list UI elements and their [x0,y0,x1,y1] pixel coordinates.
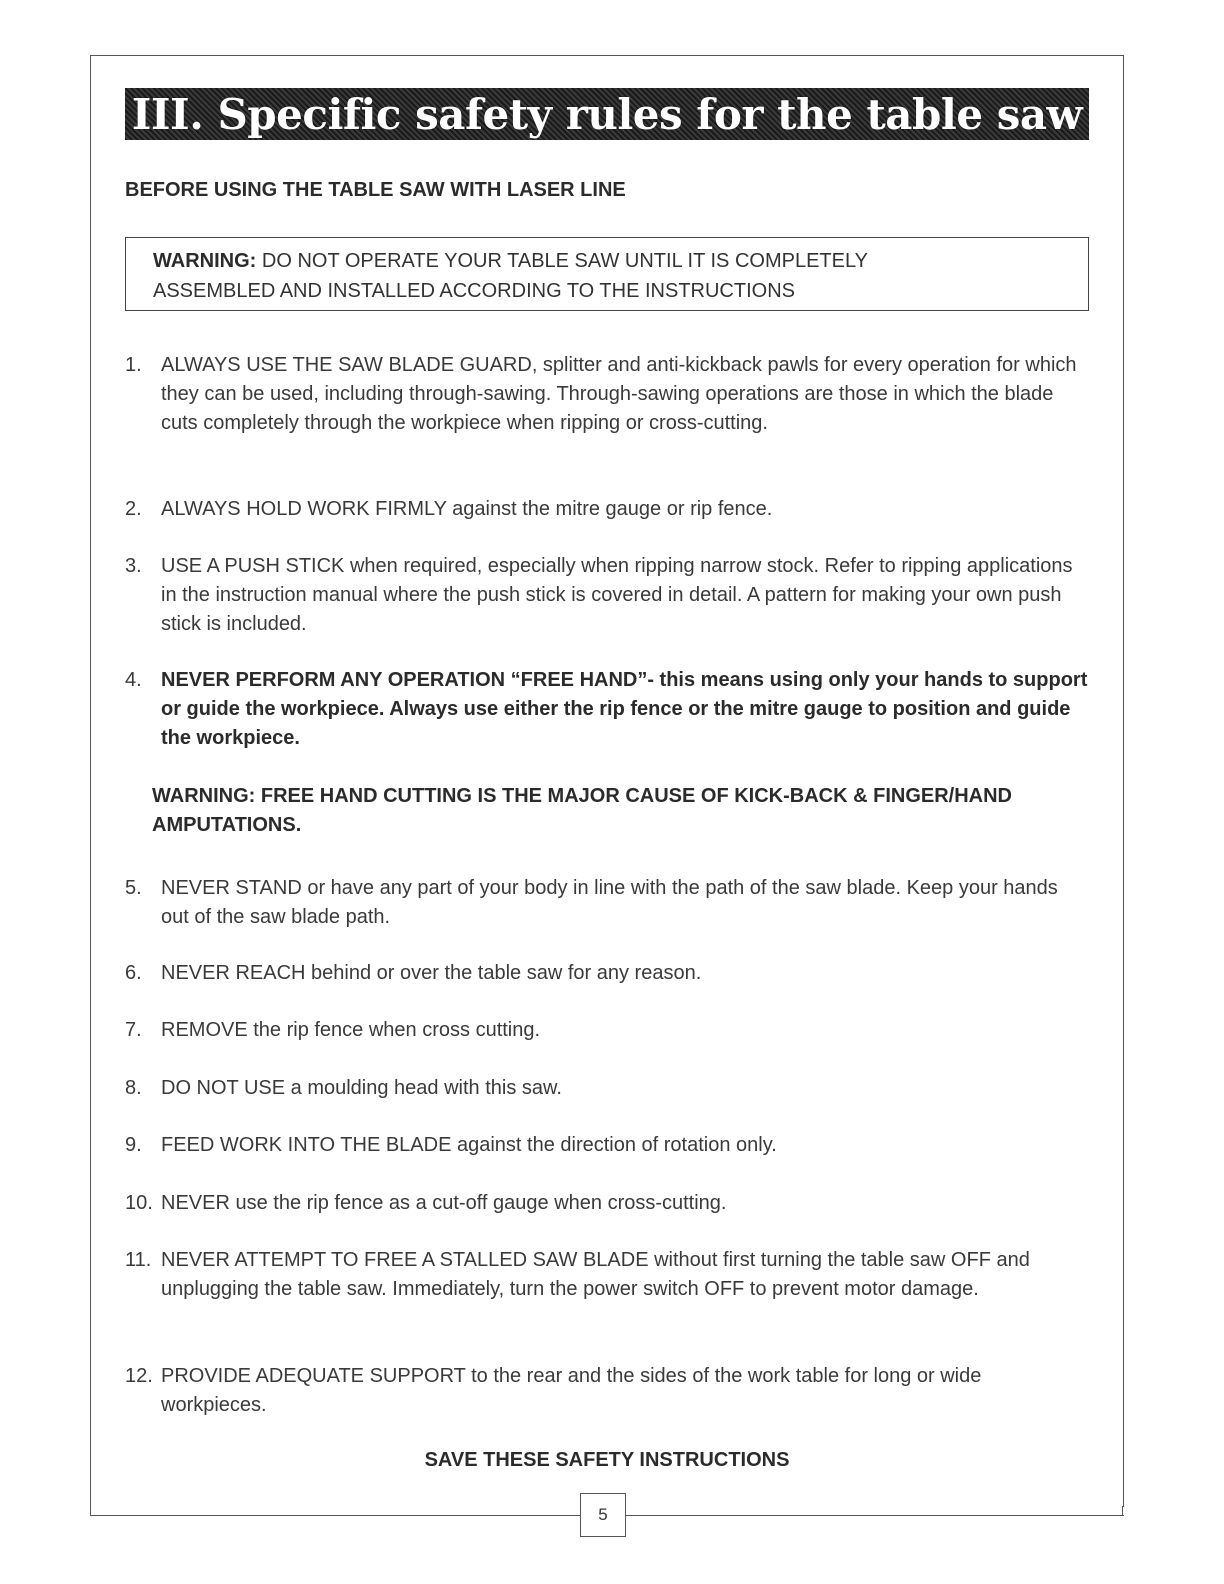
warning-box [125,237,1089,311]
rule-text: ALWAYS HOLD WORK FIRMLY against the mitre gauge or rip fence. [161,498,773,520]
rule-item-1 [125,351,1089,438]
frame-bottom-left [90,1515,580,1516]
rule-item-4 [125,666,1089,753]
rule-item-11 [125,1246,1089,1304]
rule-number: 12. [125,1365,153,1387]
rule-item-3 [125,552,1089,639]
warning-text-1: DO NOT OPERATE YOUR TABLE SAW UNTIL IT IS COMPLETELY [256,250,868,272]
rule-number: 4. [125,669,142,691]
rule-item-6 [125,959,1089,988]
rule-number: 2. [125,498,142,520]
rule-number: 5. [125,877,142,899]
rule-text: NEVER PERFORM ANY OPERATION “FREE HAND”- this means using only your hands to support or guide the workpiece. Always use either the rip fence or the mitre gauge to position and guide the workpiece. [161,669,1088,749]
rule-number: 1. [125,354,142,376]
rule-4-warning: WARNING: FREE HAND CUTTING IS THE MAJOR CAUSE OF KICK-BACK & FINGER/HAND AMPUTATIONS. [152,785,1012,836]
rule-item-5 [125,874,1089,932]
rule-item-9 [125,1131,1089,1160]
warning-label: WARNING: [153,250,257,272]
frame-bottom-right [626,1515,1124,1516]
rule-text: NEVER STAND or have any part of your body in line with the path of the saw blade. Keep your hands out of the saw blade path. [161,877,1058,928]
warning-text-2: ASSEMBLED AND INSTALLED ACCORDING TO THE INSTRUCTIONS [153,280,795,302]
rule-number: 8. [125,1077,142,1099]
rule-item-10 [125,1189,1089,1218]
warning-line-1 [153,246,1076,276]
rule-text: NEVER use the rip fence as a cut-off gauge when cross-cutting. [161,1192,727,1214]
rule-text: NEVER ATTEMPT TO FREE A STALLED SAW BLADE without first turning the table saw OFF and unplugging the table saw. Immediately, turn the power switch OFF to prevent motor damage. [161,1249,1030,1300]
page-title: III. Specific safety rules for the table saw [131,89,1083,139]
rule-item-7 [125,1016,1089,1045]
title-banner [125,88,1089,140]
rule-item-12 [125,1362,1089,1420]
rule-text: DO NOT USE a moulding head with this saw. [161,1077,562,1099]
rule-number: 6. [125,962,142,984]
rule-text: ALWAYS USE THE SAW BLADE GUARD, splitter and anti-kickback pawls for every operation for which they can be used, including through-sawing. Through-sawing operations are those in which the blade cuts completely through the workpiece when ripping or cross-cutting. [161,354,1077,434]
rule-number: 10. [125,1192,153,1214]
rule-number: 9. [125,1134,142,1156]
rule-text: USE A PUSH STICK when required, especially when ripping narrow stock. Refer to ripping applications in the instruction manual where the push stick is covered in detail. A pattern for making your own push stick is included. [161,555,1073,635]
rule-number: 11. [125,1249,152,1271]
page-number: 5 [580,1493,626,1537]
rule-number: 3. [125,555,142,577]
rule-number: 7. [125,1019,142,1041]
rule-text: PROVIDE ADEQUATE SUPPORT to the rear and the sides of the work table for long or wide workpieces. [161,1365,982,1416]
rule-text: NEVER REACH behind or over the table saw for any reason. [161,962,702,984]
rule-text: REMOVE the rip fence when cross cutting. [161,1019,541,1041]
rule-item-2 [125,495,1089,524]
rule-text: FEED WORK INTO THE BLADE against the direction of rotation only. [161,1134,777,1156]
section-heading: BEFORE USING THE TABLE SAW WITH LASER LINE [125,179,626,201]
save-instructions-footer: SAVE THESE SAFETY INSTRUCTIONS [424,1449,790,1471]
rule-item-8 [125,1074,1089,1103]
